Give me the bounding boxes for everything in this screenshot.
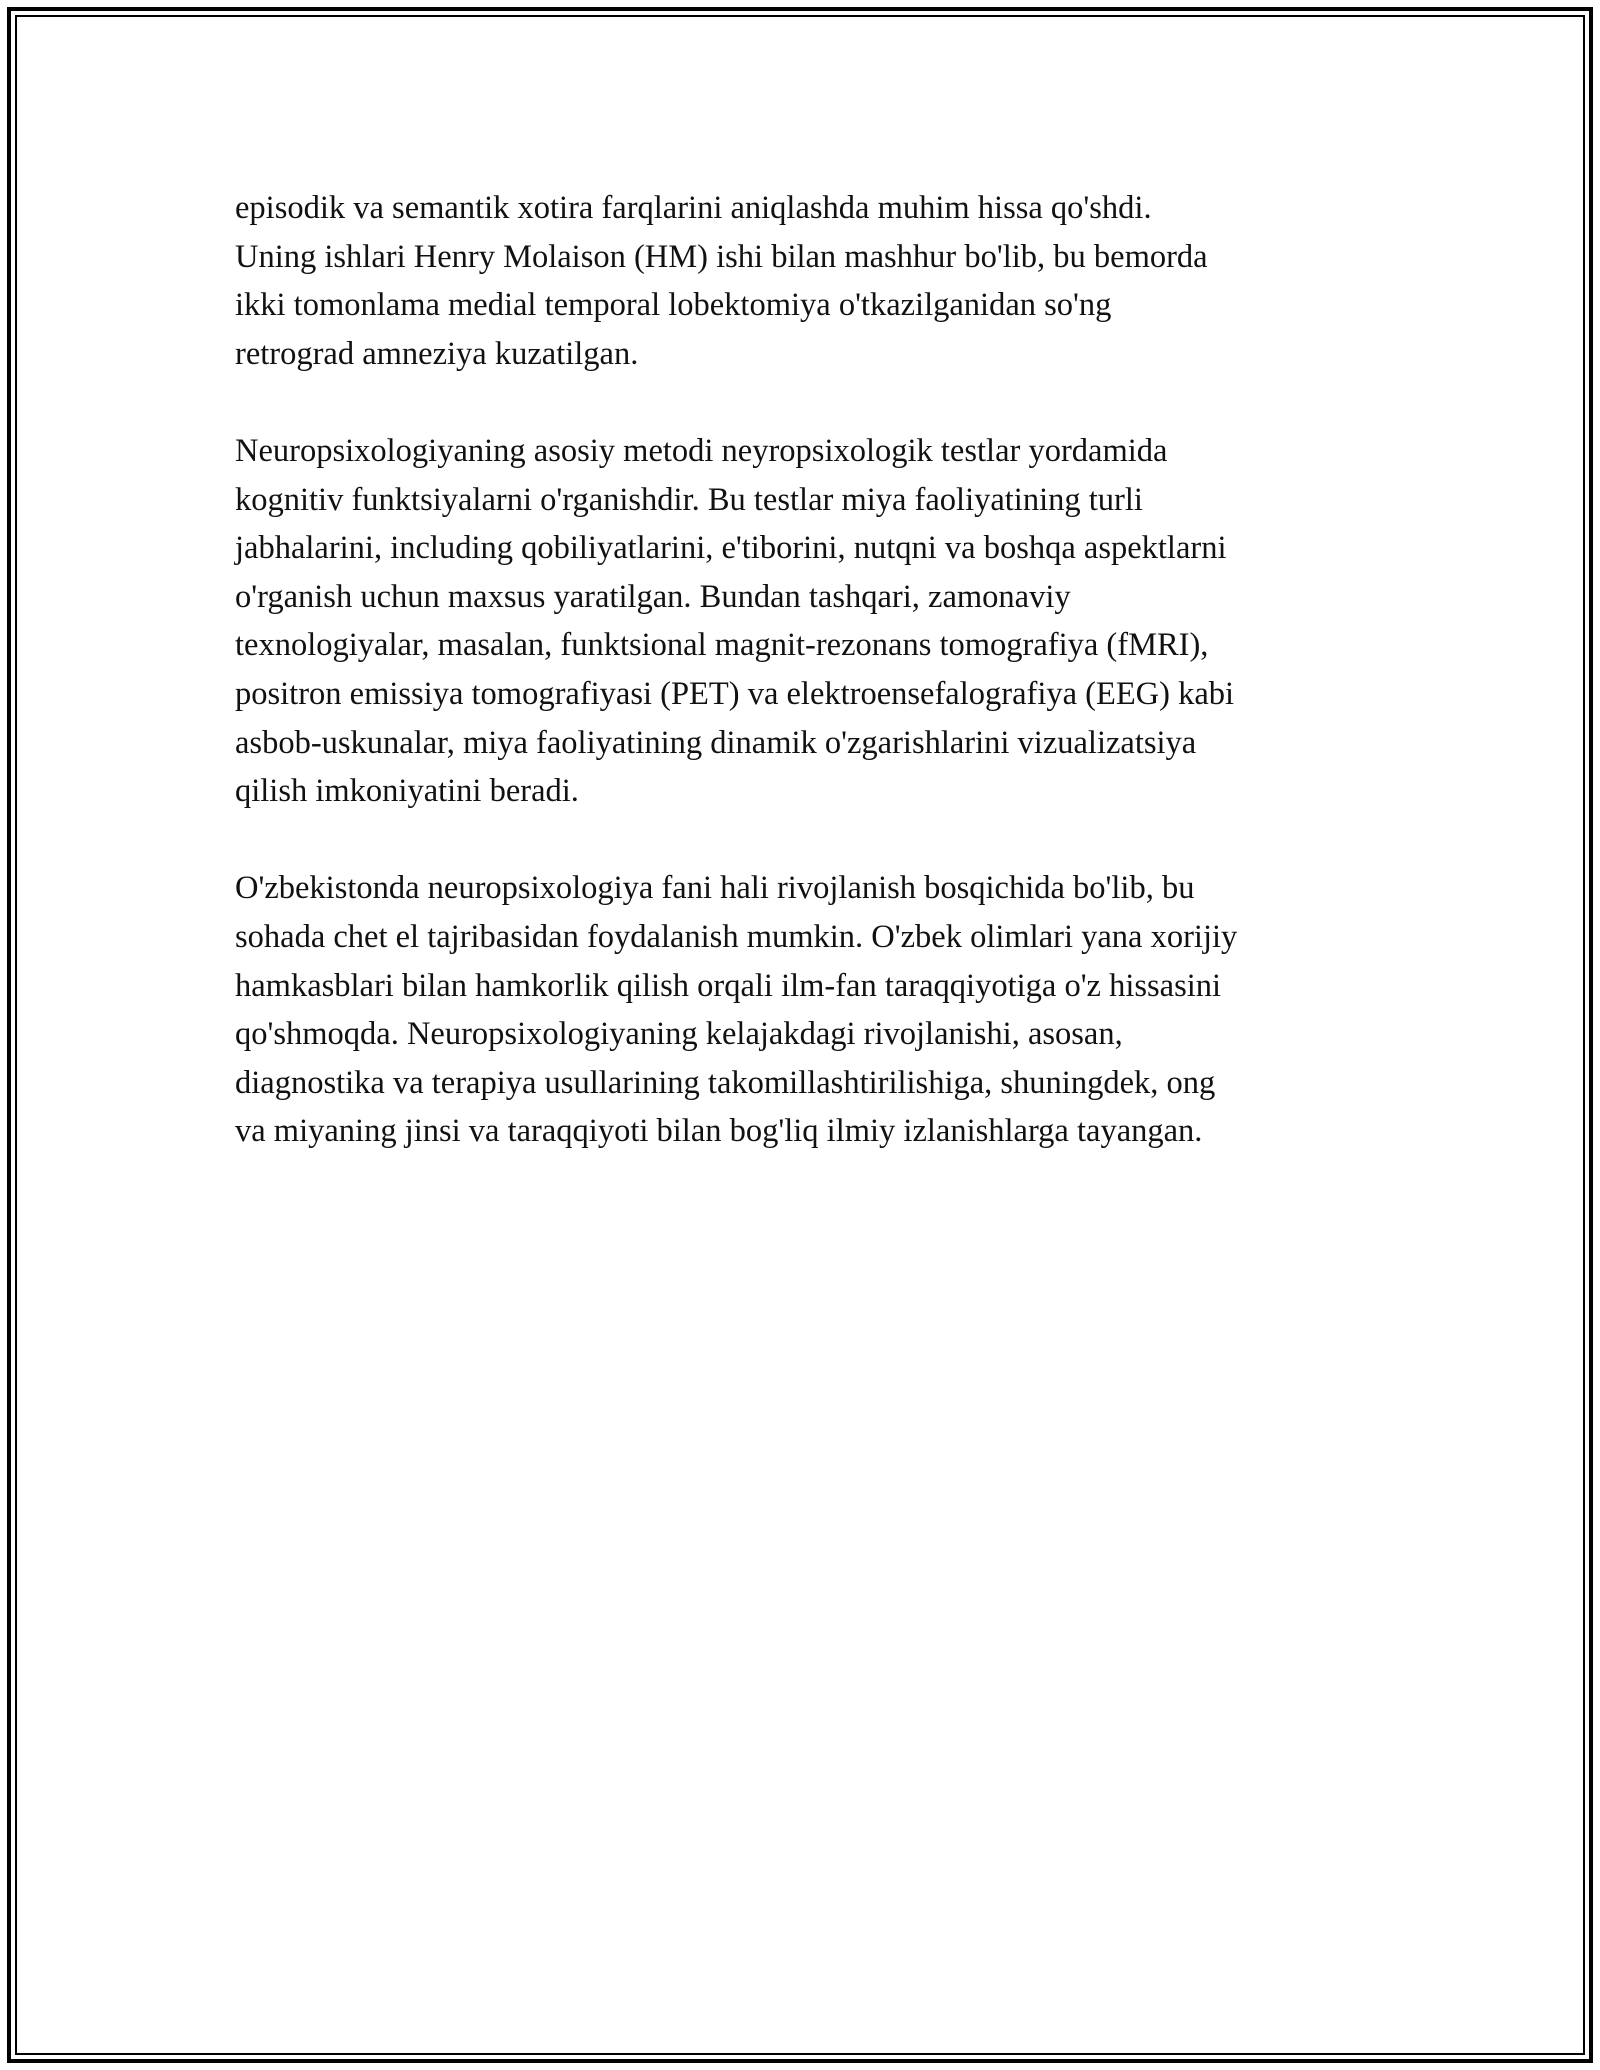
paragraph-line: O'zbekistonda neuropsixologiya fani hali rivojlanish bosqichida bo'lib, bu <box>235 870 1195 907</box>
paragraph-line: episodik va semantik xotira farqlarini aniqlashda muhim hissa qo'shdi. <box>235 190 1152 226</box>
paragraph-line: kognitiv funktsiyalarni o'rganishdir. Bu testlar miya faoliyatining turli <box>235 481 1143 518</box>
paragraph-1 <box>235 184 1395 378</box>
paragraph-3 <box>235 864 1395 1156</box>
paragraph-line: Neuropsixologiyaning asosiy metodi neyropsixologik testlar yordamida <box>235 432 1168 469</box>
paragraph-line: Uning ishlari Henry Molaison (HM) ishi bilan mashhur bo'lib, bu bemorda <box>235 238 1208 275</box>
paragraph-line: positron emissiya tomografiyasi (PET) va elektroensefalografiya (EEG) kabi <box>235 675 1235 712</box>
paragraph-line: hamkasblari bilan hamkorlik qilish orqali ilm-fan taraqqiyotiga o'z hissasini <box>235 967 1222 1004</box>
paragraph-2 <box>235 427 1395 816</box>
paragraph-line: ikki tomonlama medial temporal lobektomiya o'tkazilganidan so'ng <box>235 287 1112 324</box>
paragraph-line: qilish imkoniyatini beradi. <box>235 773 579 810</box>
paragraph-line: sohada chet el tajribasidan foydalanish mumkin. O'zbek olimlari yana xorijiy <box>235 918 1238 955</box>
paragraph-line: texnologiyalar, masalan, funktsional magnit-rezonans tomografiya (fMRI), <box>235 627 1209 664</box>
paragraph-line: o'rganish uchun maxsus yaratilgan. Bundan tashqari, zamonaviy <box>235 578 1071 615</box>
paragraph-line: qo'shmoqda. Neuropsixologiyaning kelajakdagi rivojlanishi, asosan, <box>235 1016 1123 1053</box>
paragraph-line: va miyaning jinsi va taraqqiyoti bilan bog'liq ilmiy izlanishlarga tayangan. <box>235 1113 1203 1150</box>
document-body <box>235 184 1395 1204</box>
paragraph-line: diagnostika va terapiya usullarining takomillashtirilishiga, shuningdek, ong <box>235 1064 1216 1101</box>
paragraph-line: retrograd amneziya kuzatilgan. <box>235 335 639 372</box>
paragraph-line: asbob-uskunalar, miya faoliyatining dinamik o'zgarishlarini vizualizatsiya <box>235 724 1197 761</box>
paragraph-line: jabhalarini, including qobiliyatlarini, e'tiborini, nutqni va boshqa aspektlarni <box>235 530 1227 567</box>
